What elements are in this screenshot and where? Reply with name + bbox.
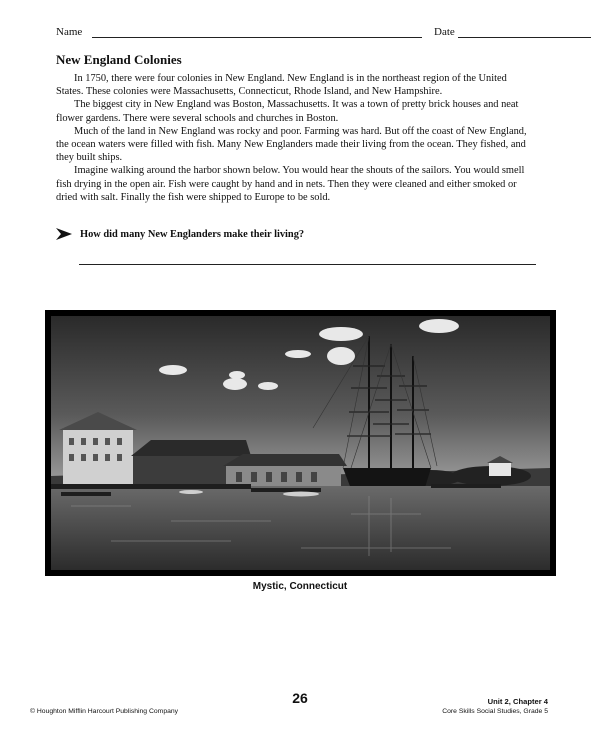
arrow-bullet-icon (56, 227, 72, 241)
harbor-illustration (51, 316, 550, 570)
name-line[interactable] (92, 37, 422, 38)
water (51, 486, 550, 570)
article-body (56, 72, 536, 204)
name-date-header (56, 26, 536, 42)
course-label: Core Skills Social Studies, Grade 5 (442, 708, 548, 715)
paragraph: The biggest city in New England was Boston, Massachusetts. It was a town of pretty brick houses and neat flower gardens. There were several schools and churches in Boston. (56, 99, 519, 124)
page-title: New England Colonies (56, 52, 182, 67)
date-label: Date (434, 26, 455, 38)
harbor-photo (45, 310, 556, 576)
paragraph: Much of the land in New England was rocky and poor. Farming was hard. But off the coast of New England, the ocean waters were filled with fish. Many New Englanders made their living from the ocean. They fished, and they built ships. (56, 125, 527, 164)
date-line[interactable] (458, 37, 591, 38)
photo-caption: Mystic, Connecticut (252, 581, 348, 592)
answer-line[interactable] (79, 264, 536, 265)
paragraph: In 1750, there were four colonies in New England. New England is in the northeast region of the United States. These colonies were Massachusetts, Connecticut, Rhode Island, and New Hampshire. (56, 73, 507, 98)
unit-label: Unit 2, Chapter 4 (487, 697, 548, 706)
question-text: How did many New Englanders make their living? (80, 229, 305, 240)
page-number: 26 (292, 690, 308, 706)
paragraph: Imagine walking around the harbor shown below. You would hear the shouts of the sailors. You would smell fish drying in the open air. Fish were caught by hand and in nets. Then they were cleaned and either smoked or dried with salt. Finally the fish were shipped to Europe to be sold. (56, 165, 525, 203)
name-label: Name (56, 26, 83, 38)
copyright-notice: © Houghton Mifflin Harcourt Publishing Company (30, 708, 179, 715)
